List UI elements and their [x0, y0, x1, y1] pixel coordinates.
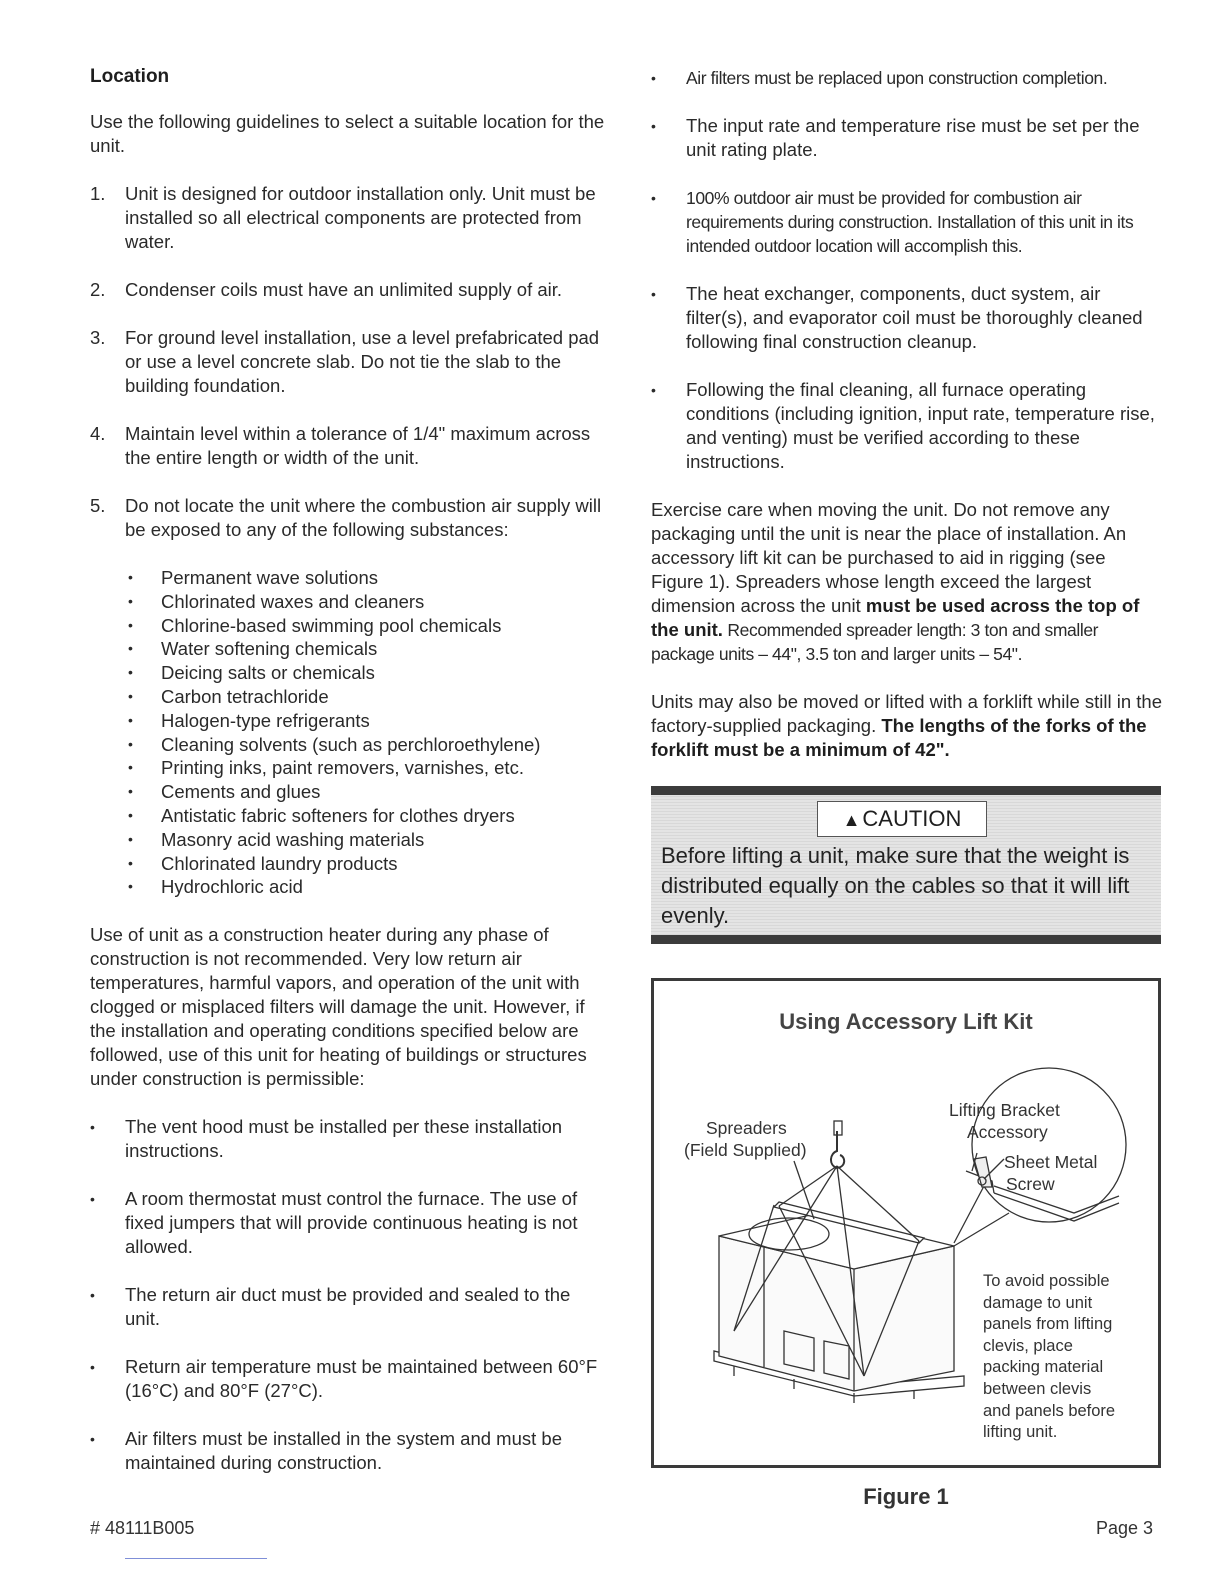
- list-item: • Cleaning solvents (such as perchloroethylene): [90, 733, 605, 757]
- intro-paragraph: Use the following guidelines to select a suitable location for the unit.: [90, 111, 605, 156]
- item-number: 4.: [90, 423, 106, 444]
- warning-triangle-icon: ▲: [842, 810, 861, 830]
- note-line: clevis, place: [983, 1336, 1073, 1355]
- spreaders-label: Spreaders: [706, 1118, 787, 1138]
- moving-emphasis: must be used across the top of the unit.: [651, 595, 1140, 640]
- list-item: • Hydrochloric acid: [90, 875, 605, 899]
- forklift-paragraph: [651, 690, 1163, 762]
- list-item: • Halogen-type refrigerants: [90, 709, 605, 733]
- condition-item: • Return air temperature must be maintained between 60°F (16°C) and 80°F (27°C).: [90, 1355, 605, 1403]
- condition-item: • The return air duct must be provided and sealed to the unit.: [90, 1283, 605, 1331]
- condition-item: • The vent hood must be installed per these installation instructions.: [90, 1115, 605, 1163]
- item-number: 3.: [90, 327, 106, 348]
- caution-text: Before lifting a unit, make sure that the weight is distributed equally on the cables so that it will lift evenly.: [661, 843, 1130, 928]
- page-number: Page 3: [1096, 1518, 1154, 1538]
- forklift-emphasis: The lengths of the forks of the forklift must be a minimum of 42".: [651, 715, 1147, 760]
- numbered-item: [90, 278, 605, 302]
- substances-list: [90, 566, 605, 899]
- figure-box: [651, 978, 1161, 1468]
- figure-title: Using Accessory Lift Kit: [779, 1009, 1033, 1034]
- screw-label: Sheet Metal: [1004, 1152, 1098, 1172]
- list-item: • Chlorine-based swimming pool chemicals: [90, 614, 605, 638]
- list-item: • Carbon tetrachloride: [90, 685, 605, 709]
- list-item: • Printing inks, paint removers, varnishes, etc.: [90, 756, 605, 780]
- item-text: Condenser coils must have an unlimited supply of air.: [125, 279, 563, 300]
- condition-item: • A room thermostat must control the furnace. The use of fixed jumpers that will provide continuous heating is not allowed.: [90, 1187, 605, 1259]
- section-heading: Location: [90, 66, 170, 87]
- footer-rule: [125, 1558, 267, 1559]
- condition-item: • Following the final cleaning, all furnace operating conditions (including ignition, input rate, temperature rise, and venting) must be verified according to these instructions.: [651, 378, 1163, 474]
- item-number: 5.: [90, 495, 106, 516]
- right-column: [651, 66, 1163, 786]
- numbered-item: [90, 326, 605, 398]
- list-item: • Permanent wave solutions: [90, 566, 605, 590]
- spreaders-sublabel: (Field Supplied): [684, 1140, 807, 1160]
- condition-item: • Air filters must be installed in the system and must be maintained during construction.: [90, 1427, 605, 1475]
- caution-label: [817, 801, 987, 837]
- list-item: • Chlorinated waxes and cleaners: [90, 590, 605, 614]
- document-number: # 48111B005: [90, 1518, 195, 1538]
- caution-word: CAUTION: [862, 806, 962, 831]
- left-column: [90, 66, 605, 1499]
- moving-text: Exercise care when moving the unit. Do not remove any packaging until the unit is near the place of installation. An accessory lift kit can be purchased to aid in rigging (see Figure 1). Spreaders whose length exceed the largest dimension across the unit: [651, 499, 1127, 616]
- condition-item: • The input rate and temperature rise must be set per the unit rating plate.: [651, 114, 1163, 162]
- bracket-label: Lifting Bracket: [949, 1100, 1060, 1120]
- list-item: • Water softening chemicals: [90, 637, 605, 661]
- item-text: Maintain level within a tolerance of 1/4" maximum across the entire length or width of the unit.: [125, 423, 591, 468]
- caution-box: [651, 786, 1161, 944]
- list-item: • Masonry acid washing materials: [90, 828, 605, 852]
- list-item: • Chlorinated laundry products: [90, 852, 605, 876]
- hook: [831, 1131, 844, 1168]
- screw-sublabel: Screw: [1006, 1174, 1055, 1194]
- item-number: 1.: [90, 183, 106, 204]
- list-item: • Antistatic fabric softeners for clothes dryers: [90, 804, 605, 828]
- note-line: panels from lifting: [983, 1315, 1113, 1334]
- figure-caption: Figure 1: [863, 1484, 949, 1509]
- numbered-item: [90, 422, 605, 470]
- item-number: 2.: [90, 279, 106, 300]
- condition-item: • 100% outdoor air must be provided for combustion air requirements during construction. Installation of this unit in its intended outdoor location will accomplish this.: [651, 186, 1163, 258]
- moving-paragraph: [651, 498, 1163, 666]
- construction-paragraph: Use of unit as a construction heater during any phase of construction is not recommended. Very low return air temperatures, harmful vapors, and operation of the unit with clogged or misplaced filters will damage the unit. However, if the installation and operating conditions specified below are followed, use of this unit for heating of buildings or structures under construction is permissible:: [90, 924, 587, 1090]
- note-line: lifting unit.: [983, 1423, 1058, 1442]
- condition-item: • Air filters must be replaced upon construction completion.: [651, 66, 1163, 90]
- magnifier-circle: [972, 1068, 1126, 1222]
- condition-item: • The heat exchanger, components, duct system, air filter(s), and evaporator coil must be thoroughly cleaned following final construction cleanup.: [651, 282, 1163, 354]
- note-line: between clevis: [983, 1379, 1092, 1398]
- list-item: • Deicing salts or chemicals: [90, 661, 605, 685]
- forklift-text: Units may also be moved or lifted with a forklift while still in the factory-supplied packaging.: [651, 691, 1163, 736]
- note-line: damage to unit: [983, 1293, 1093, 1312]
- item-text: For ground level installation, use a level prefabricated pad or use a level concrete slab. Do not tie the slab to the building foundation.: [125, 327, 600, 396]
- packing-note: [983, 1271, 1115, 1444]
- note-line: To avoid possible: [983, 1272, 1110, 1290]
- numbered-item: [90, 182, 605, 254]
- numbered-item: [90, 494, 605, 542]
- item-text: Do not locate the unit where the combustion air supply will be exposed to any of the following substances:: [125, 495, 602, 540]
- note-line: and panels before: [983, 1401, 1116, 1420]
- note-line: packing material: [983, 1358, 1104, 1377]
- item-text: Unit is designed for outdoor installation only. Unit must be installed so all electrical components are protected from water.: [125, 183, 596, 252]
- bracket-sublabel: Accessory: [967, 1122, 1048, 1142]
- spreader-length-text: Recommended spreader length: 3 ton and smaller package units – 44", 3.5 ton and larger units – 54".: [651, 620, 1099, 664]
- list-item: • Cements and glues: [90, 780, 605, 804]
